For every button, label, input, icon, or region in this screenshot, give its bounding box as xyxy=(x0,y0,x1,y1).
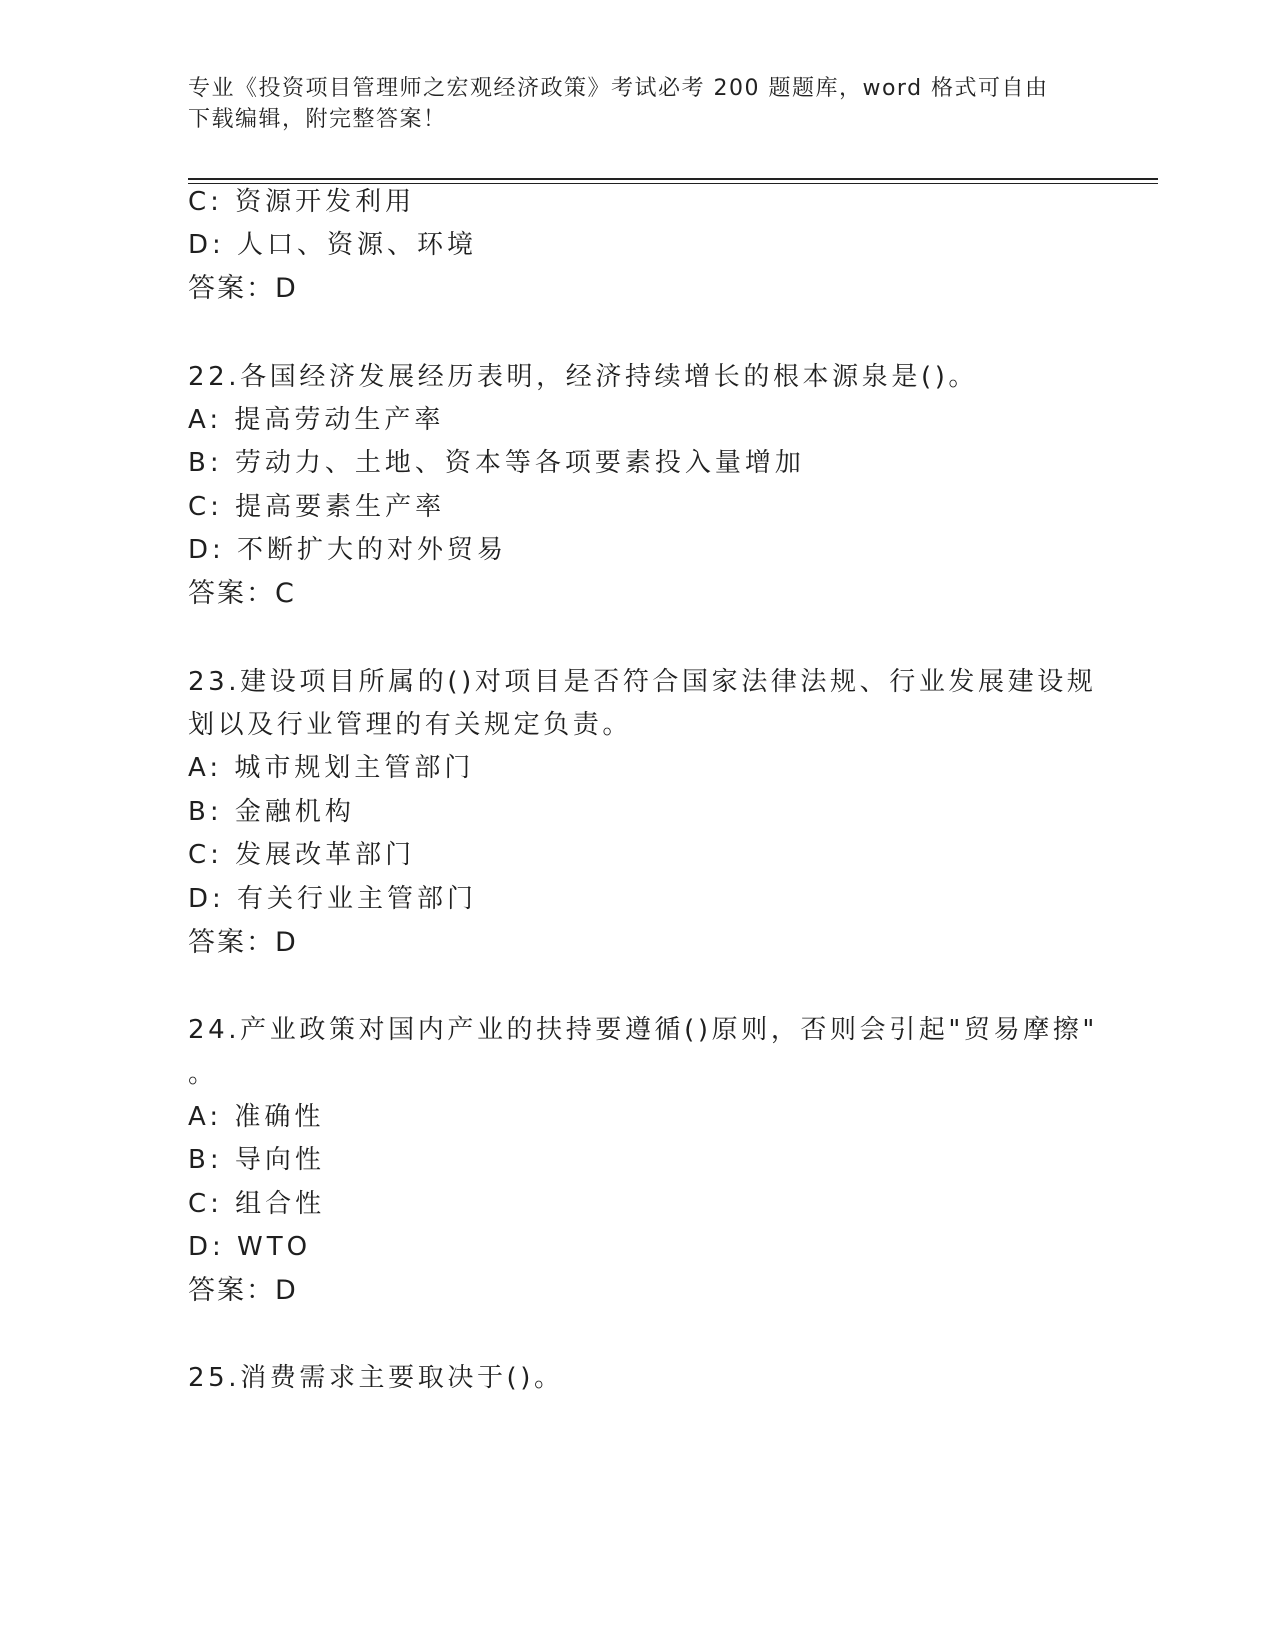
q21-answer: 答案：D xyxy=(188,273,298,304)
q22-option-b: B: 劳动力、土地、资本等各项要素投入量增加 xyxy=(188,448,805,478)
q22-option-a: A: 提高劳动生产率 xyxy=(188,405,445,435)
header-line-1: 专业《投资项目管理师之宏观经济政策》考试必考 200 题题库，word 格式可自由 xyxy=(188,76,1049,101)
q23-answer: 答案：D xyxy=(188,927,298,958)
q24-answer: 答案：D xyxy=(188,1275,298,1306)
q22-answer: 答案：C xyxy=(188,578,296,609)
header-line-2: 下载编辑，附完整答案！ xyxy=(188,107,447,132)
q22-question: 22.各国经济发展经历表明，经济持续增长的根本源泉是()。 xyxy=(188,362,979,392)
q23-option-a: A: 城市规划主管部门 xyxy=(188,753,475,783)
q21-option-d: D: 人口、资源、环境 xyxy=(188,230,478,260)
q24-option-c: C: 组合性 xyxy=(188,1189,326,1219)
header-divider-thick xyxy=(188,178,1158,180)
q24-option-a: A: 准确性 xyxy=(188,1102,325,1132)
q23-option-d: D: 有关行业主管部门 xyxy=(188,884,478,914)
q23-question-line-2: 划以及行业管理的有关规定负责。 xyxy=(188,710,633,740)
q24-option-d: D: WTO xyxy=(188,1232,312,1262)
q24-question-line-1: 24.产业政策对国内产业的扶持要遵循()原则，否则会引起"贸易摩擦" xyxy=(188,1015,1098,1045)
q24-option-b: B: 导向性 xyxy=(188,1145,325,1175)
q23-option-b: B: 金融机构 xyxy=(188,797,355,827)
q25-question: 25.消费需求主要取决于()。 xyxy=(188,1363,564,1393)
q23-question-line-1: 23.建设项目所属的()对项目是否符合国家法律法规、行业发展建设规 xyxy=(188,667,1097,697)
q22-option-d: D: 不断扩大的对外贸易 xyxy=(188,535,508,565)
q21-option-c: C: 资源开发利用 xyxy=(188,187,416,217)
header-divider-thin xyxy=(188,183,1158,184)
document-header xyxy=(188,73,1088,135)
q23-option-c: C: 发展改革部门 xyxy=(188,840,416,870)
q22-option-c: C: 提高要素生产率 xyxy=(188,492,446,522)
q24-question-line-2: 。 xyxy=(188,1059,218,1089)
